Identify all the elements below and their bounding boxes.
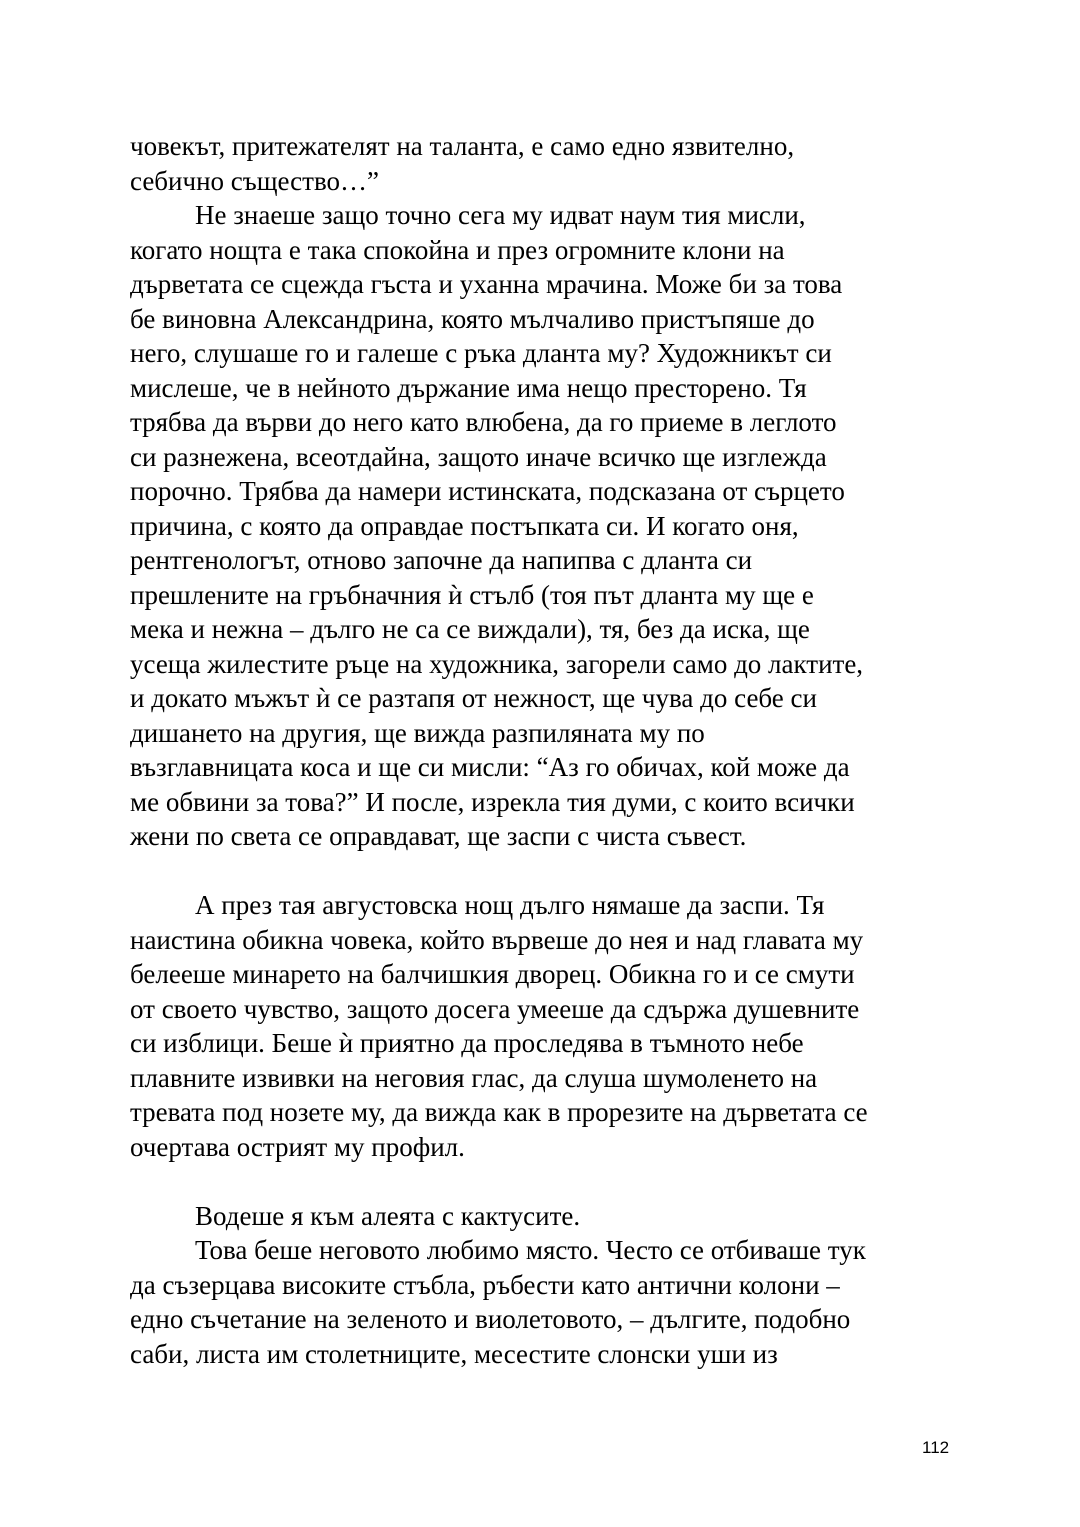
text-line: мека и нежна – дълго не са се виждали), тя, без да иска, ще (130, 614, 810, 644)
text-line: жени по света се оправдават, ще заспи с чиста съвест. (130, 821, 747, 851)
text-line: белееше минарето на балчишкия дворец. Обикна го и се смути (130, 959, 855, 989)
body-text (130, 129, 960, 1371)
text-line: наистина обикна човека, който вървеше до нея и над главата му (130, 924, 864, 955)
page-number: 112 (922, 1438, 950, 1457)
text-line: трябва да върви до него като влюбена, да го приеме в леглото (130, 407, 837, 437)
text-line: възглавницата коса и ще си мисли: “Аз го обичах, кой може да (130, 752, 850, 782)
paragraph-first-line: А през тая августовска нощ дълго нямаше да заспи. Тя (195, 890, 825, 920)
paragraph-first-line: Това беше неговото любимо място. Често се отбиваше тук (195, 1235, 866, 1265)
text-line: рентгенологът, отново започне да напипва с дланта си (130, 545, 753, 575)
text-line: себично същество…” (130, 165, 379, 196)
text-line: усеща жилестите ръце на художника, загорели само до лактите, (130, 648, 864, 679)
text-line: дърветата се сцежда гъста и уханна мрачина. Може би за това (130, 269, 843, 299)
text-line: порочно. Трябва да намери истинската, подсказана от сърцето (130, 476, 845, 506)
text-line: от своето чувство, защото досега умееше да сдържа душевните (130, 993, 860, 1024)
paragraph-first-line: Не знаеше защо точно сега му идват наум тия мисли, (195, 200, 806, 230)
text-line: прешлените на гръбначния ѝ стълб (тоя път дланта му ще е (130, 579, 814, 610)
text-line: дишането на другия, ще вижда разпиляната му по (130, 717, 705, 748)
text-line: едно съчетание на зеленото и виолетовото, – дългите, подобно (130, 1304, 851, 1334)
text-line: да съзерцава високите стъбла, ръбести като антични колони – (130, 1269, 840, 1300)
blank-line (130, 854, 960, 889)
text-line: саби, листа им столетниците, месестите слонски уши из (130, 1338, 778, 1369)
text-line: плавните извивки на неговия глас, да слуша шумоленето на (130, 1062, 818, 1093)
text-line: ме обвини за това?” И после, изрекла тия думи, с които всички (130, 786, 855, 817)
text-line: тревата под нозете му, да вижда как в прорезите на дърветата се (130, 1097, 868, 1127)
paragraph-first-line: Водеше я към алеята с кактусите. (195, 1200, 581, 1231)
text-line: когато нощта е така спокойна и през огромните клони на (130, 234, 785, 265)
text-line: човекът, притежателят на таланта, е само едно язвително, (130, 131, 795, 161)
text-line: си разнежена, всеотдайна, защото иначе всичко ще изглежда (130, 441, 827, 472)
text-line: и докато мъжът ѝ се разтапя от нежност, ще чува до себе си (130, 683, 817, 713)
blank-line (130, 1164, 960, 1199)
text-line: мислеше, че в нейното държание има нещо престорено. Тя (130, 372, 807, 403)
text-line: бе виновна Александрина, която мълчаливо пристъпяше до (130, 303, 815, 334)
text-line: си изблици. Беше ѝ приятно да проследява в тъмното небе (130, 1028, 804, 1058)
text-line: причина, с която да оправдае постъпката си. И когато оня, (130, 510, 799, 541)
text-line: него, слушаше го и галеше с ръка дланта му? Художникът си (130, 338, 832, 368)
text-line: очертава острият му профил. (130, 1131, 465, 1162)
